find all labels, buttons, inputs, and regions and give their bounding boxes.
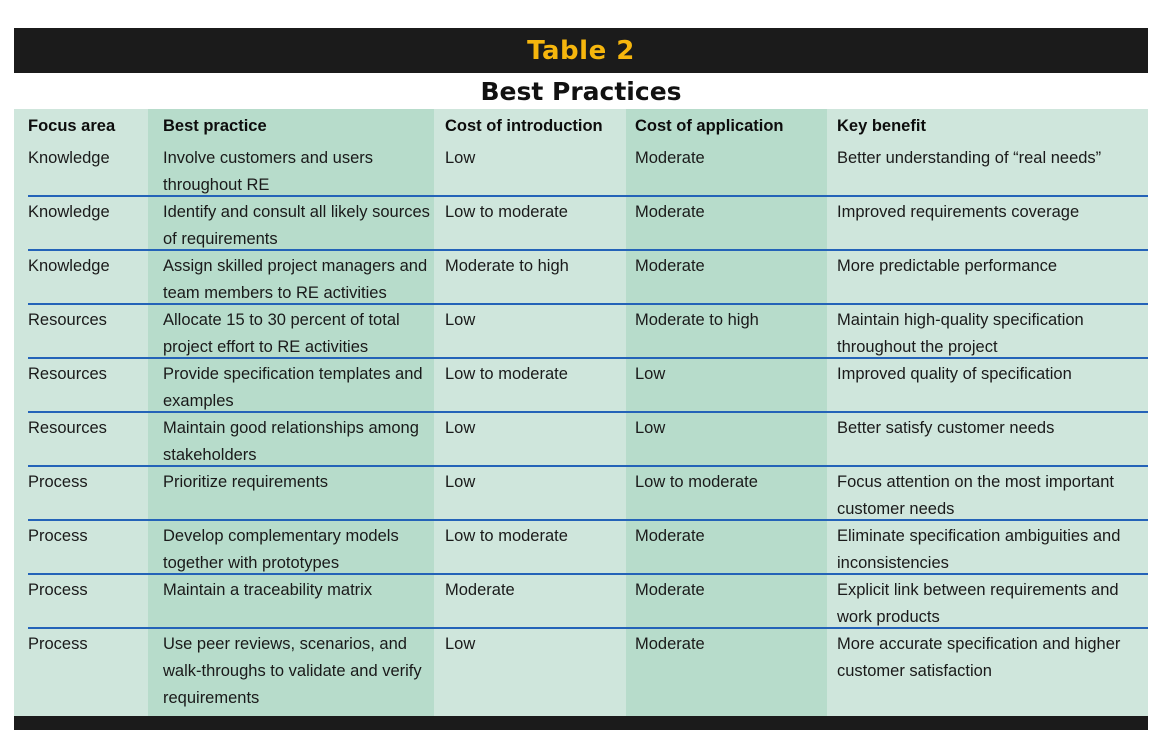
cell-cost-of-application: Low xyxy=(635,365,666,383)
header-cost-of-application: Cost of application xyxy=(635,117,784,135)
cell-best-practice: walk-throughs to validate and verify xyxy=(163,662,422,680)
row-divider xyxy=(28,519,1148,521)
cell-key-benefit: inconsistencies xyxy=(837,554,949,572)
cell-key-benefit: Better understanding of “real needs” xyxy=(837,149,1102,167)
cell-key-benefit: More accurate specification and higher xyxy=(837,635,1121,653)
row-divider xyxy=(28,627,1148,629)
cell-best-practice: Prioritize requirements xyxy=(163,473,329,491)
cell-key-benefit: Maintain high-quality specification xyxy=(837,311,1084,329)
cell-best-practice: Develop complementary models xyxy=(163,527,399,545)
cell-best-practice: throughout RE xyxy=(163,176,270,194)
cell-best-practice: Maintain a traceability matrix xyxy=(163,581,373,599)
cell-key-benefit: Better satisfy customer needs xyxy=(837,419,1055,437)
cell-best-practice: stakeholders xyxy=(163,446,257,464)
cell-best-practice: Allocate 15 to 30 percent of total xyxy=(163,311,400,329)
cell-key-benefit: Improved requirements coverage xyxy=(837,203,1080,221)
cell-best-practice: of requirements xyxy=(163,230,278,248)
cell-key-benefit: work products xyxy=(837,608,940,626)
cell-focus-area: Knowledge xyxy=(28,257,110,275)
cell-cost-of-application: Moderate xyxy=(635,635,705,653)
cell-best-practice: project effort to RE activities xyxy=(163,338,369,356)
cell-best-practice: Provide specification templates and xyxy=(163,365,423,383)
row-divider xyxy=(28,357,1148,359)
cell-focus-area: Knowledge xyxy=(28,149,110,167)
row-divider xyxy=(28,411,1148,413)
header-key-benefit: Key benefit xyxy=(837,117,926,135)
cell-best-practice: team members to RE activities xyxy=(163,284,387,302)
cell-cost-of-introduction: Low to moderate xyxy=(445,365,568,383)
cell-cost-of-application: Moderate to high xyxy=(635,311,759,329)
cell-best-practice: together with prototypes xyxy=(163,554,340,572)
header-best-practice: Best practice xyxy=(163,117,267,135)
best-practices-table xyxy=(14,109,1148,716)
cell-cost-of-introduction: Moderate xyxy=(445,581,515,599)
cell-cost-of-introduction: Low xyxy=(445,419,476,437)
header-cost-of-introduction: Cost of introduction xyxy=(445,117,603,135)
row-divider xyxy=(28,195,1148,197)
cell-cost-of-application: Low to moderate xyxy=(635,473,758,491)
cell-key-benefit: More predictable performance xyxy=(837,257,1058,275)
table-title: Best Practices xyxy=(480,77,682,106)
cell-key-benefit: Focus attention on the most important xyxy=(837,473,1114,491)
cell-best-practice: Assign skilled project managers and xyxy=(163,257,428,275)
row-divider xyxy=(28,465,1148,467)
cell-focus-area: Resources xyxy=(28,311,107,329)
row-divider xyxy=(28,573,1148,575)
cell-cost-of-application: Moderate xyxy=(635,581,705,599)
cell-cost-of-application: Moderate xyxy=(635,203,705,221)
cell-cost-of-introduction: Moderate to high xyxy=(445,257,569,275)
cell-focus-area: Process xyxy=(28,635,88,653)
cell-key-benefit: Eliminate specification ambiguities and xyxy=(837,527,1121,545)
cell-focus-area: Resources xyxy=(28,365,107,383)
cell-cost-of-introduction: Low xyxy=(445,311,476,329)
cell-focus-area: Knowledge xyxy=(28,203,110,221)
cell-focus-area: Process xyxy=(28,473,88,491)
cell-cost-of-introduction: Low to moderate xyxy=(445,203,568,221)
cell-key-benefit: Improved quality of specification xyxy=(837,365,1072,383)
header-focus-area: Focus area xyxy=(28,117,116,135)
cell-cost-of-application: Moderate xyxy=(635,149,705,167)
table-label: Table 2 xyxy=(527,35,635,66)
cell-key-benefit: customer satisfaction xyxy=(837,662,992,680)
cell-best-practice: examples xyxy=(163,392,234,410)
table-bottom-bar xyxy=(14,716,1148,730)
cell-cost-of-introduction: Low xyxy=(445,473,476,491)
row-divider xyxy=(28,303,1148,305)
cell-key-benefit: throughout the project xyxy=(837,338,998,356)
cell-cost-of-application: Moderate xyxy=(635,257,705,275)
cell-cost-of-application: Moderate xyxy=(635,527,705,545)
cell-key-benefit: customer needs xyxy=(837,500,955,518)
cell-cost-of-introduction: Low xyxy=(445,635,476,653)
cell-cost-of-application: Low xyxy=(635,419,666,437)
cell-key-benefit: Explicit link between requirements and xyxy=(837,581,1119,599)
cell-best-practice: Involve customers and users xyxy=(163,149,374,167)
table-label-bar xyxy=(14,28,1148,73)
cell-best-practice: requirements xyxy=(163,689,260,707)
cell-focus-area: Process xyxy=(28,527,88,545)
row-divider xyxy=(28,249,1148,251)
cell-focus-area: Resources xyxy=(28,419,107,437)
cell-cost-of-introduction: Low to moderate xyxy=(445,527,568,545)
cell-focus-area: Process xyxy=(28,581,88,599)
cell-cost-of-introduction: Low xyxy=(445,149,476,167)
cell-best-practice: Maintain good relationships among xyxy=(163,419,419,437)
cell-best-practice: Use peer reviews, scenarios, and xyxy=(163,635,407,653)
cell-best-practice: Identify and consult all likely sources xyxy=(163,203,430,221)
